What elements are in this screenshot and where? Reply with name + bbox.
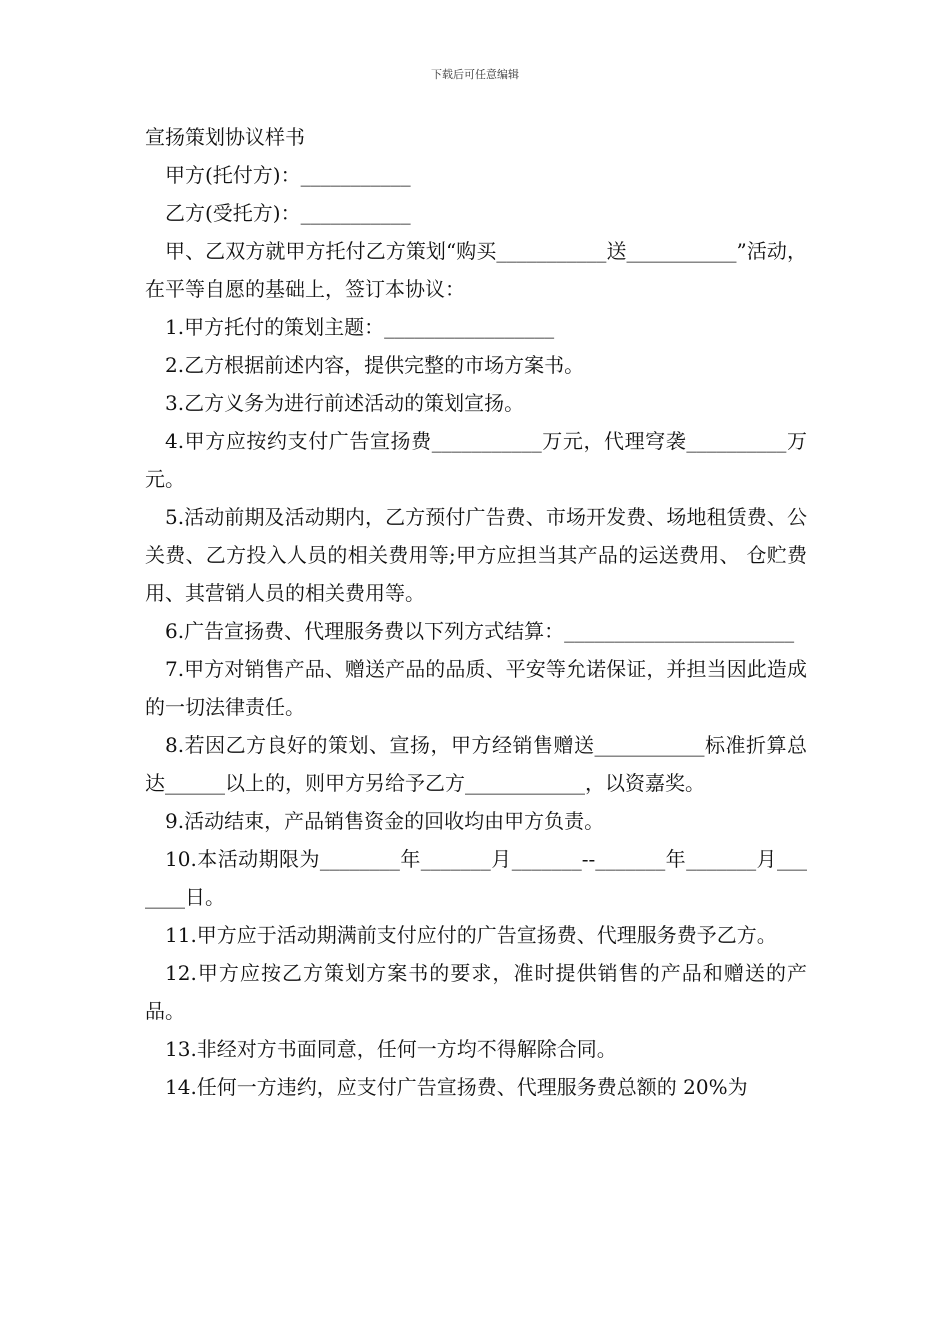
clause-10: 10.本活动期限为________年_______月_______--_______年_______月_______日。 — [145, 847, 807, 909]
clause-4: 4.甲方应按约支付广告宣扬费___________万元，代理穹袭__________万元。 — [145, 429, 807, 491]
header-note: 下载后可任意编辑 — [431, 68, 519, 81]
preamble-paragraph: 甲、乙双方就甲方托付乙方策划“购买___________送___________”活动，在平等自愿的基础上，签订本协议： — [145, 239, 807, 301]
party-a-line: 甲方(托付方)：___________ — [165, 163, 411, 187]
clause-11: 11.甲方应于活动期满前支付应付的广告宣扬费、代理服务费予乙方。 — [165, 923, 777, 947]
clause-6: 6.广告宣扬费、代理服务费以下列方式结算：_______________________ — [165, 619, 795, 643]
clause-12: 12.甲方应按乙方策划方案书的要求，准时提供销售的产品和赠送的产品。 — [145, 961, 807, 1023]
clause-3: 3.乙方义务为进行前述活动的策划宣扬。 — [165, 391, 525, 415]
clause-13: 13.非经对方书面同意，任何一方均不得解除合同。 — [165, 1037, 617, 1061]
clause-2: 2.乙方根据前述内容，提供完整的市场方案书。 — [165, 353, 585, 377]
clause-14: 14.任何一方违约，应支付广告宣扬费、代理服务费总额的 20%为 — [165, 1075, 748, 1099]
clause-7: 7.甲方对销售产品、赠送产品的品质、平安等允诺保证，并担当因此造成的一切法律责任。 — [145, 657, 807, 719]
document-body — [145, 118, 807, 1106]
document-title: 宣扬策划协议样书 — [145, 125, 305, 149]
clause-9: 9.活动结束，产品销售资金的回收均由甲方负责。 — [165, 809, 605, 833]
clause-1: 1.甲方托付的策划主题：_________________ — [165, 315, 555, 339]
clause-8: 8.若因乙方良好的策划、宣扬，甲方经销售赠送___________标准折算总达______以上的，则甲方另给予乙方____________，以资嘉奖。 — [145, 733, 807, 795]
party-b-line: 乙方(受托方)：___________ — [165, 201, 411, 225]
clause-5: 5.活动前期及活动期内，乙方预付广告费、市场开发费、场地租赁费、公关费、乙方投入人员的相关费用等;甲方应担当其产品的运送费用、 仓贮费用、其营销人员的相关费用等。 — [145, 505, 807, 605]
